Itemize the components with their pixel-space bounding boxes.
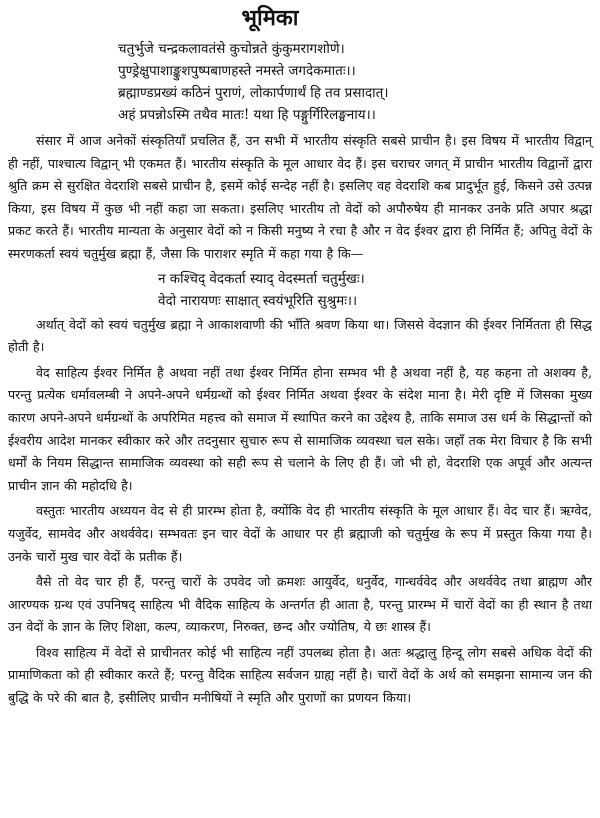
paragraph: अर्थात् वेदों को स्वयं चतुर्मुख ब्रह्मा ने आकाशवाणी की भाँति श्रवण किया था। जिससे वेदज्ञान की ईश्वर निर्मितता ही सिद्ध होती है। [8,316,592,355]
quoted-verses [8,268,592,312]
verse-line: ब्रह्माण्डप्रख्यं कठिनं पुराणं, लोकार्पणार्थं हि तव प्रसादात्। [118,85,389,101]
paragraph: वेद साहित्य ईश्वर निर्मित है अथवा नहीं तथा ईश्वर निर्मित होना सम्भव भी है अथवा नहीं है, यह कहना तो अशक्य है, परन्तु प्रत्येक धर्मावलम्बी ने अपने-अपने धर्मग्रन्थों को ईश्वर निर्मित अथवा ईश्वर के संदेश माना है। मेरी दृष्टि में जिसका मुख्य कारण अपने-अपने धर्मग्रन्थों के अपरिमित महत्त्व को समाज में स्थापित करने का उद्देश्य है, ताकि समाज उस धर्म के सिद्धान्तों को ईश्वरीय आदेश मानकर स्वीकार करे और तदनुसार सुचारु रूप से सामाजिक व्यवस्था चल सके। जहाँ तक मेरा विचार है कि सभी धर्मों के नियम सिद्धान्त सामाजिक व्यवस्था को सही रूप से चलाने के लिए ही हैं। जो भी हो, वेदराशि एक अपूर्व और अत्यन्त प्राचीन ज्ञान की महोदधि है। [8,364,592,493]
verse-line: अहं प्रपन्नोऽस्मि तथैव मातः! यथा हि पङ्गुर्गिरिलङ्घनाय।। [118,107,376,123]
verse-line: पुण्ड्रेक्षुपाशाङ्कुशपुष्पबाणहस्ते नमस्ते जगदेकमातः।। [118,63,356,79]
paragraph: संसार में आज अनेकों संस्कृतियाँ प्रचलित हैं, उन सभी में भारतीय संस्कृति सबसे प्राचीन है। इस विषय में भारतीय विद्वान् ही नहीं, पाश्चात्य विद्वान् भी एकमत हैं। भारतीय संस्कृति के मूल आधार वेद हैं। इस चराचर जगत् में प्राचीन भारतीय विद्वानों द्वारा श्रुति क्रम से सुरक्षित वेदराशि सबसे प्राचीन है, इसमें कोई सन्देह नहीं है। इसलिए वह वेदराशि कब प्रादुर्भूत हुई, किसने उसे उत्पन्न किया, इस विषय में कुछ भी नहीं कहा जा सकता। इसलिए भारतीय तो वेदों को अपौरुषेय ही मानकर उनके प्रति अपार श्रद्धा प्रकट करते हैं। भारतीय मान्यता के अनुसार वेदों को न किसी मनुष्य ने रचा है और न वेद ईश्वर द्वारा ही निर्मित हैं; अपितु वेदों के स्मरणकर्ता स्वयं चतुर्मुख ब्रह्मा हैं, जैसा कि पाराशर स्मृति में कहा गया है कि— [8,133,593,261]
paragraph: वस्तुतः भारतीय अध्ययन वेद से ही प्रारम्भ होता है, क्योंकि वेद ही भारतीय संस्कृति के मूल आधार हैं। वेद चार हैं। ऋग्वेद, यजुर्वेद, सामवेद और अथर्ववेद। सम्भवतः इन चार वेदों के आधार पर ही ब्रह्माजी को चतुर्मुख के रूप में प्रस्तुत किया गया है। उनके चारों मुख चार वेदों के प्रतीक हैं। [8,503,592,564]
paragraph: विश्व साहित्य में वेदों से प्राचीनतर कोई भी साहित्य नहीं उपलब्ध होता है। अतः श्रद्धालु हिन्दू लोग सबसे अधिक वेदों की प्रामाणिकता को ही स्वीकार करते हैं; परन्तु वैदिक साहित्य सर्वजन ग्राह्य नहीं है। चारों वेदों के अर्थ को समझना सामान्य जन की बुद्धि के परे की बात है, इसीलिए प्राचीन मनीषियों ने स्मृति और पुराणों का प्रणयन किया। [8,644,592,706]
page-title: भूमिका [241,6,299,31]
verse-line: वेदो नारायणः साक्षात् स्वयंभूरिति सुश्रुमः।। [158,292,358,309]
verse-line: चतुर्भुजे चन्द्रकलावतंसे कुचोन्नते कुंकुमरागशोणे। [118,41,345,57]
verse-line: न कश्चिद् वेदकर्ता स्याद् वेदस्मर्ता चतुर्मुखः। [158,270,365,287]
opening-verses [8,38,592,126]
paragraph: वैसे तो वेद चार ही हैं, परन्तु चारों के उपवेद जो क्रमशः आयुर्वेद, धनुर्वेद, गान्धर्ववेद और अथर्ववेद तथा ब्राह्मण और आरण्यक ग्रन्थ एवं उपनिषद् साहित्य भी वैदिक साहित्य के अन्तर्गत ही आता है, परन्तु प्रारम्भ में चारों वेदों का ही स्थान है तथा उन वेदों के ज्ञान के लिए शिक्षा, कल्प, व्याकरण, निरुक्त, छन्द और ज्योतिष, ये छः शास्त्र हैं। [8,574,592,635]
